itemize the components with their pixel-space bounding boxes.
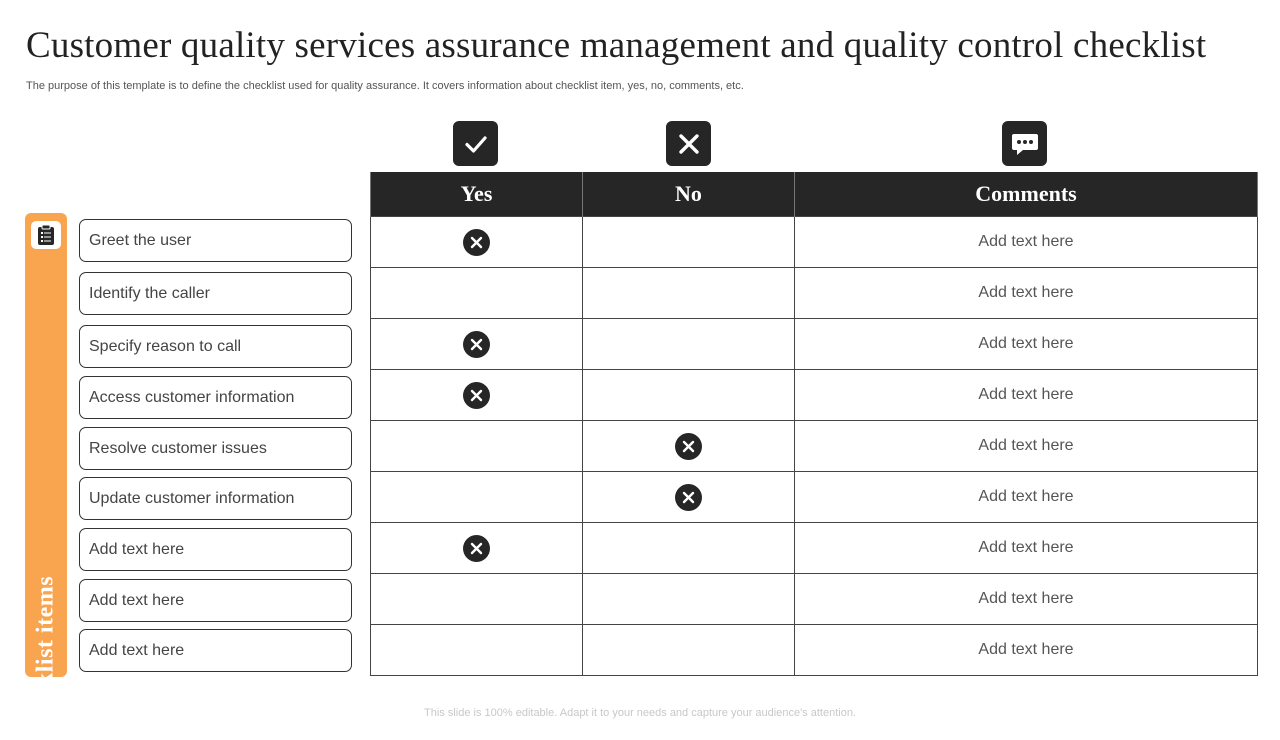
cell-comment: Add text here	[795, 625, 1258, 676]
checklist-item	[79, 219, 352, 262]
x-circle-icon	[463, 535, 490, 562]
checklist-item	[79, 325, 352, 368]
checklist-item-label: Identify the caller	[89, 284, 210, 302]
checklist-item-label: Add text here	[89, 540, 185, 558]
x-circle-icon	[675, 484, 702, 511]
cell-comment: Add text here	[795, 217, 1258, 268]
checklist-item-label: Resolve customer issues	[89, 439, 267, 457]
checklist-item-label: Update customer information	[89, 489, 295, 507]
cell-no	[583, 523, 795, 574]
checklist-item-label: Specify reason to call	[89, 337, 242, 355]
table-row	[371, 472, 1258, 523]
cell-no	[583, 574, 795, 625]
table-row	[371, 625, 1258, 676]
x-circle-icon	[463, 331, 490, 358]
clipboard-icon	[31, 221, 61, 249]
table-row	[371, 217, 1258, 268]
column-header-no: No	[583, 172, 795, 217]
x-circle-icon	[463, 382, 490, 409]
checklist-item	[79, 477, 352, 520]
cell-comment: Add text here	[795, 472, 1258, 523]
cell-no	[583, 217, 795, 268]
cell-yes	[371, 217, 583, 268]
table-row	[371, 319, 1258, 370]
checklist-item-label: Greet the user	[89, 231, 192, 249]
table-row	[371, 574, 1258, 625]
cell-comment: Add text here	[795, 421, 1258, 472]
cell-yes	[371, 370, 583, 421]
table-row	[371, 370, 1258, 421]
checklist-item	[79, 376, 352, 419]
page-subtitle: The purpose of this template is to define the checklist used for quality assurance. It covers information about checklist item, yes, no, comments, etc.	[26, 80, 744, 92]
column-header-yes: Yes	[371, 172, 583, 217]
sidebar-label: Checklist items	[32, 575, 59, 740]
cell-no	[583, 421, 795, 472]
table-row	[371, 421, 1258, 472]
checklist-item-label: Access customer information	[89, 388, 295, 406]
checklist-item	[79, 629, 352, 672]
cell-comment: Add text here	[795, 268, 1258, 319]
checklist-item	[79, 528, 352, 571]
cell-yes	[371, 625, 583, 676]
column-header-comments: Comments	[795, 172, 1258, 217]
cell-comment: Add text here	[795, 370, 1258, 421]
cell-yes	[371, 421, 583, 472]
x-circle-icon	[675, 433, 702, 460]
checklist-item	[79, 579, 352, 622]
cell-comment: Add text here	[795, 523, 1258, 574]
cell-comment: Add text here	[795, 319, 1258, 370]
table-row	[371, 523, 1258, 574]
x-icon	[666, 121, 711, 166]
cell-no	[583, 319, 795, 370]
cell-yes	[371, 472, 583, 523]
table-header-row	[371, 172, 1258, 217]
cell-no	[583, 268, 795, 319]
footer-note: This slide is 100% editable. Adapt it to your needs and capture your audience's attention.	[424, 707, 856, 719]
cell-yes	[371, 574, 583, 625]
cell-yes	[371, 319, 583, 370]
cell-yes	[371, 268, 583, 319]
page-title: Customer quality services assurance management and quality control checklist	[26, 25, 1207, 66]
x-circle-icon	[463, 229, 490, 256]
check-icon	[453, 121, 498, 166]
cell-comment: Add text here	[795, 574, 1258, 625]
checklist-table	[370, 172, 1258, 676]
chat-bubble-icon	[1002, 121, 1047, 166]
checklist-item	[79, 272, 352, 315]
cell-yes	[371, 523, 583, 574]
checklist-item-label: Add text here	[89, 641, 185, 659]
checklist-item	[79, 427, 352, 470]
cell-no	[583, 625, 795, 676]
table-row	[371, 268, 1258, 319]
cell-no	[583, 472, 795, 523]
checklist-item-label: Add text here	[89, 591, 185, 609]
checklist-sidebar	[25, 213, 67, 740]
cell-no	[583, 370, 795, 421]
